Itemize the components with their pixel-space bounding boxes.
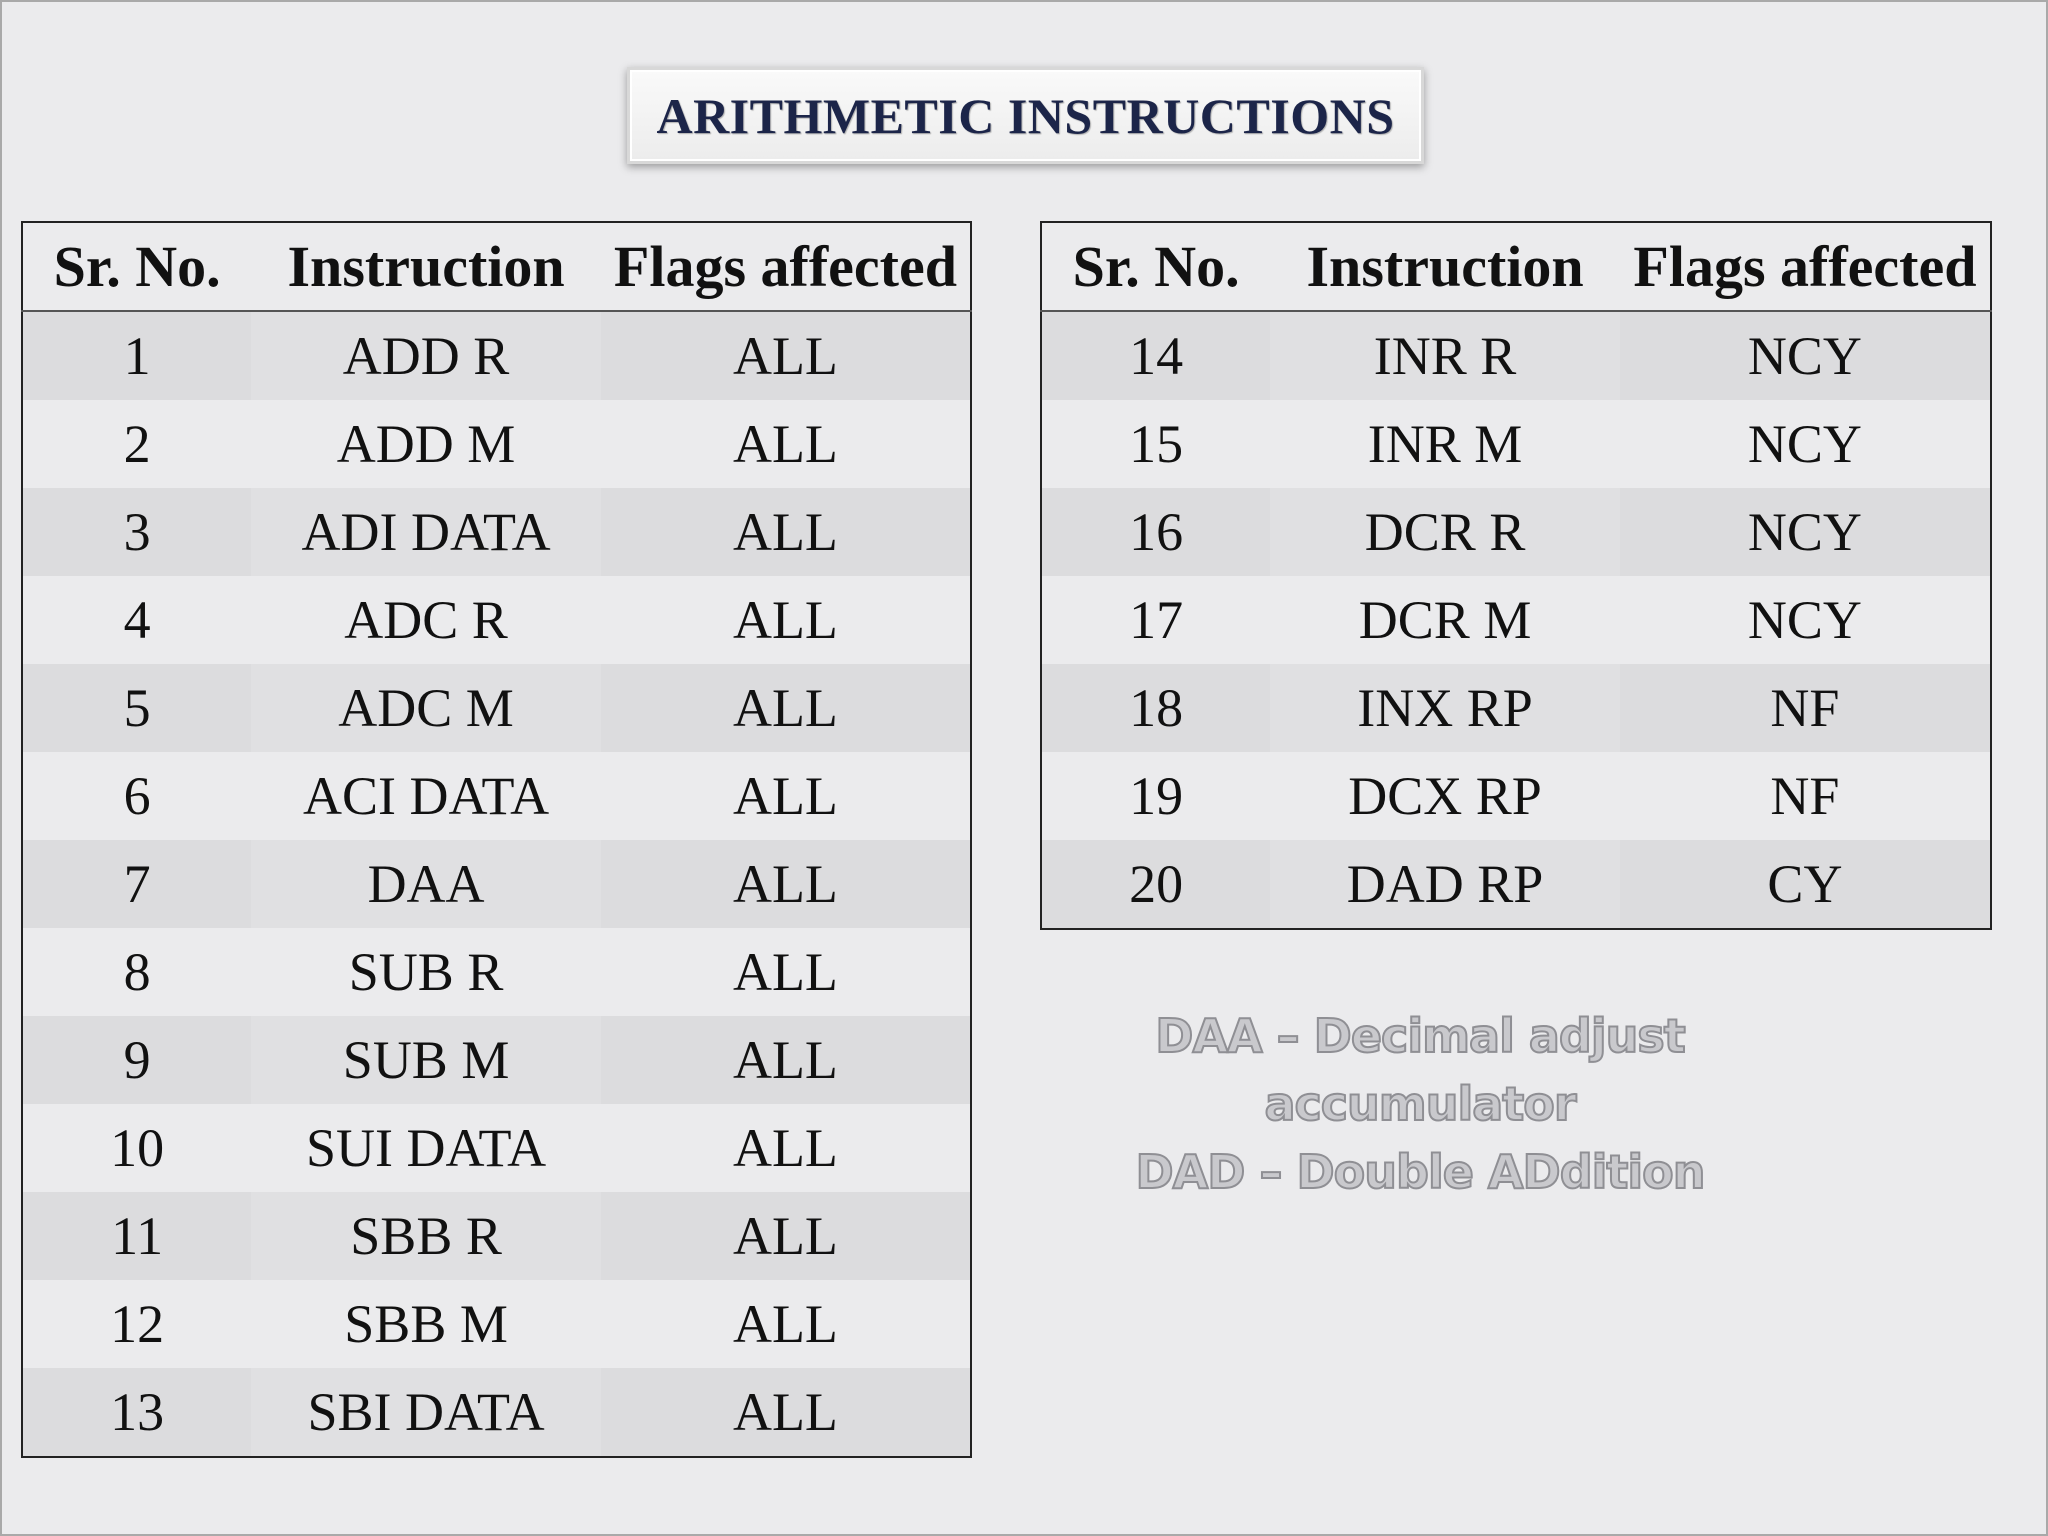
- sr-no-cell: 7: [22, 840, 251, 928]
- sr-no-cell: 9: [22, 1016, 251, 1104]
- table-row: [22, 1280, 971, 1368]
- table-row: [22, 928, 971, 1016]
- sr-no-cell: 8: [22, 928, 251, 1016]
- page-title: ARITHMETIC INSTRUCTIONS: [656, 87, 1395, 144]
- table-row: [1041, 752, 1991, 840]
- flags-cell: ALL: [601, 1280, 971, 1368]
- sr-no-cell: 19: [1041, 752, 1270, 840]
- header-sr-no: Sr. No.: [1041, 222, 1270, 311]
- table-row: [1041, 400, 1991, 488]
- table-row: [22, 576, 971, 664]
- flags-cell: ALL: [601, 311, 971, 400]
- flags-cell: ALL: [601, 576, 971, 664]
- header-instruction: Instruction: [1270, 222, 1620, 311]
- flags-cell: ALL: [601, 1192, 971, 1280]
- sr-no-cell: 12: [22, 1280, 251, 1368]
- sr-no-cell: 1: [22, 311, 251, 400]
- header-flags: Flags affected: [1620, 222, 1991, 311]
- table-row: [1041, 840, 1991, 929]
- instruction-cell: DCX RP: [1270, 752, 1620, 840]
- flags-cell: ALL: [601, 752, 971, 840]
- flags-cell: ALL: [601, 1104, 971, 1192]
- title-box: [627, 67, 1424, 164]
- flags-cell: NF: [1620, 664, 1991, 752]
- instruction-cell: INR R: [1270, 311, 1620, 400]
- instruction-cell: SUB R: [251, 928, 601, 1016]
- instruction-cell: SBB R: [251, 1192, 601, 1280]
- flags-cell: ALL: [601, 488, 971, 576]
- instruction-cell: ACI DATA: [251, 752, 601, 840]
- instruction-cell: DAA: [251, 840, 601, 928]
- header-row: [1041, 222, 1991, 311]
- instruction-table-right: [1040, 221, 1992, 930]
- instruction-cell: ADC M: [251, 664, 601, 752]
- sr-no-cell: 14: [1041, 311, 1270, 400]
- flags-cell: ALL: [601, 1368, 971, 1457]
- header-sr-no: Sr. No.: [22, 222, 251, 311]
- flags-cell: ALL: [601, 664, 971, 752]
- sr-no-cell: 13: [22, 1368, 251, 1457]
- instruction-cell: DCR R: [1270, 488, 1620, 576]
- instruction-cell: ADI DATA: [251, 488, 601, 576]
- header-row: [22, 222, 971, 311]
- flags-cell: CY: [1620, 840, 1991, 929]
- flags-cell: ALL: [601, 840, 971, 928]
- sr-no-cell: 3: [22, 488, 251, 576]
- instruction-cell: SUB M: [251, 1016, 601, 1104]
- flags-cell: ALL: [601, 928, 971, 1016]
- instruction-cell: ADD M: [251, 400, 601, 488]
- sr-no-cell: 10: [22, 1104, 251, 1192]
- flags-cell: NF: [1620, 752, 1991, 840]
- header-instruction: Instruction: [251, 222, 601, 311]
- instruction-cell: INR M: [1270, 400, 1620, 488]
- table-row: [22, 1104, 971, 1192]
- instruction-table-left: [21, 221, 972, 1458]
- instruction-cell: ADC R: [251, 576, 601, 664]
- note-daa: DAA – Decimal adjust accumulator: [1155, 1009, 1685, 1131]
- sr-no-cell: 18: [1041, 664, 1270, 752]
- instruction-cell: SUI DATA: [251, 1104, 601, 1192]
- table-row: [1041, 311, 1991, 400]
- flags-cell: NCY: [1620, 311, 1991, 400]
- table-row: [22, 840, 971, 928]
- table-row: [22, 400, 971, 488]
- table-row: [22, 311, 971, 400]
- table-row: [22, 1192, 971, 1280]
- table-row: [22, 752, 971, 840]
- instruction-cell: INX RP: [1270, 664, 1620, 752]
- sr-no-cell: 15: [1041, 400, 1270, 488]
- sr-no-cell: 5: [22, 664, 251, 752]
- sr-no-cell: 6: [22, 752, 251, 840]
- sr-no-cell: 11: [22, 1192, 251, 1280]
- abbreviation-notes: [1010, 1002, 1830, 1206]
- table-row: [1041, 488, 1991, 576]
- table-row: [1041, 664, 1991, 752]
- flags-cell: ALL: [601, 1016, 971, 1104]
- flags-cell: NCY: [1620, 576, 1991, 664]
- flags-cell: ALL: [601, 400, 971, 488]
- table-row: [22, 664, 971, 752]
- instruction-cell: SBB M: [251, 1280, 601, 1368]
- table-row: [1041, 576, 1991, 664]
- header-flags: Flags affected: [601, 222, 971, 311]
- table-row: [22, 1016, 971, 1104]
- sr-no-cell: 16: [1041, 488, 1270, 576]
- note-dad: DAD – Double ADdition: [1135, 1145, 1705, 1199]
- sr-no-cell: 20: [1041, 840, 1270, 929]
- table-row: [22, 1368, 971, 1457]
- table-row: [22, 488, 971, 576]
- sr-no-cell: 4: [22, 576, 251, 664]
- instruction-cell: ADD R: [251, 311, 601, 400]
- instruction-cell: DAD RP: [1270, 840, 1620, 929]
- instruction-cell: SBI DATA: [251, 1368, 601, 1457]
- sr-no-cell: 17: [1041, 576, 1270, 664]
- flags-cell: NCY: [1620, 400, 1991, 488]
- sr-no-cell: 2: [22, 400, 251, 488]
- instruction-cell: DCR M: [1270, 576, 1620, 664]
- flags-cell: NCY: [1620, 488, 1991, 576]
